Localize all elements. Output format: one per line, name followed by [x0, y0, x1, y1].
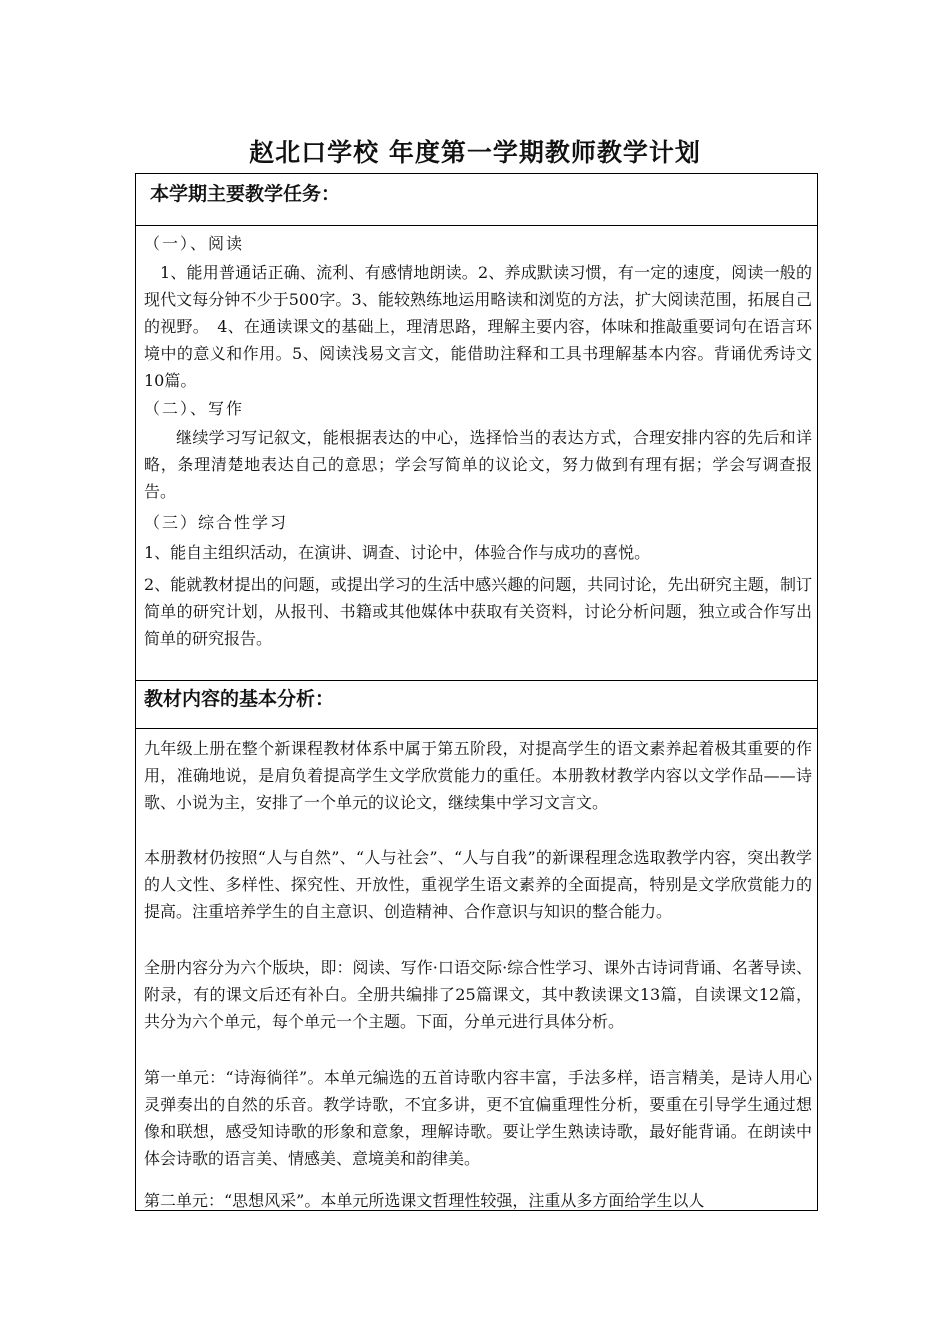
divider: [136, 225, 817, 226]
analysis-paragraph-4: 第一单元：“诗海徜徉”。本单元编选的五首诗歌内容丰富，手法多样，语言精美，是诗人用心灵弹奏出的自然的乐音。教学诗歌，不宜多讲，更不宜偏重理性分析，要重在引导学生通过想像和联想，感受知诗歌的形象和意象，理解诗歌。要让学生熟读诗歌，最好能背诵。在朗读中体会诗歌的语言美、情感美、意境美和韵律美。: [144, 1068, 812, 1168]
page-title: 赵北口学校 年度第一学期教师教学计划: [249, 138, 701, 167]
writing-label: （二）、写作: [144, 399, 245, 418]
writing-text: 继续学习写记叙文，能根据表达的中心，选择恰当的表达方式，合理安排内容的先后和详略，条理清楚地表达自己的意思；学会写简单的议论文，努力做到有理有据；学会写调查报告。: [144, 428, 812, 501]
analysis-paragraph-2: 本册教材仍按照“人与自然”、“人与社会”、“人与自我”的新课程理念选取教学内容，突出教学的人文性、多样性、探究性、开放性，重视学生语文素养的全面提高，特别是文学欣赏能力的提高。注重培养学生的自主意识、创造精神、合作意识与知识的整合能力。: [144, 848, 812, 921]
analysis-paragraph-1: 九年级上册在整个新课程教材体系中属于第五阶段，对提高学生的语文素养起着极其重要的作用，准确地说，是肩负着提高学生文学欣赏能力的重任。本册教材教学内容以文学作品——诗歌、小说为主，安排了一个单元的议论文，继续集中学习文言文。: [144, 739, 812, 812]
divider: [136, 728, 817, 729]
analysis-paragraph-5: 第二单元：“思想风采”。本单元所选课文哲理性较强，注重从多方面给学生以人: [144, 1191, 705, 1210]
divider: [136, 680, 817, 681]
tasks-heading: 本学期主要教学任务：: [150, 183, 341, 205]
analysis-paragraph-3: 全册内容分为六个版块，即：阅读、写作·口语交际·综合性学习、课外古诗词背诵、名著导读、附录，有的课文后还有补白。全册共编排了25篇课文，其中教读课文13篇，自读课文12篇，共分为六个单元，每个单元一个主题。下面，分单元进行具体分析。: [144, 958, 812, 1031]
reading-label: （一）、阅读: [144, 234, 245, 253]
integrated-item-1: 1、能自主组织活动，在演讲、调查、讨论中，体验合作与成功的喜悦。: [144, 543, 651, 562]
analysis-heading: 教材内容的基本分析：: [144, 688, 335, 710]
reading-text: 1、能用普通话正确、流利、有感情地朗读。2、养成默读习惯，有一定的速度，阅读一般的现代文每分钟不少于500字。3、能较熟练地运用略读和浏览的方法，扩大阅读范围，拓展自己的视野。 4、在通读课文的基础上，理清思路，理解主要内容，体味和推敲重要词句在语言环境中的意义和作用。5、阅读浅易文言文，能借助注释和工具书理解基本内容。背诵优秀诗文10篇。: [144, 263, 812, 390]
integrated-label: （三）综合性学习: [144, 513, 289, 532]
plan-table: [135, 173, 818, 1211]
integrated-item-2: 2、能就教材提出的问题，或提出学习的生活中感兴趣的问题，共同讨论，先出研究主题，制订简单的研究计划，从报刊、书籍或其他媒体中获取有关资料，讨论分析问题，独立或合作写出简单的研究报告。: [144, 575, 812, 648]
